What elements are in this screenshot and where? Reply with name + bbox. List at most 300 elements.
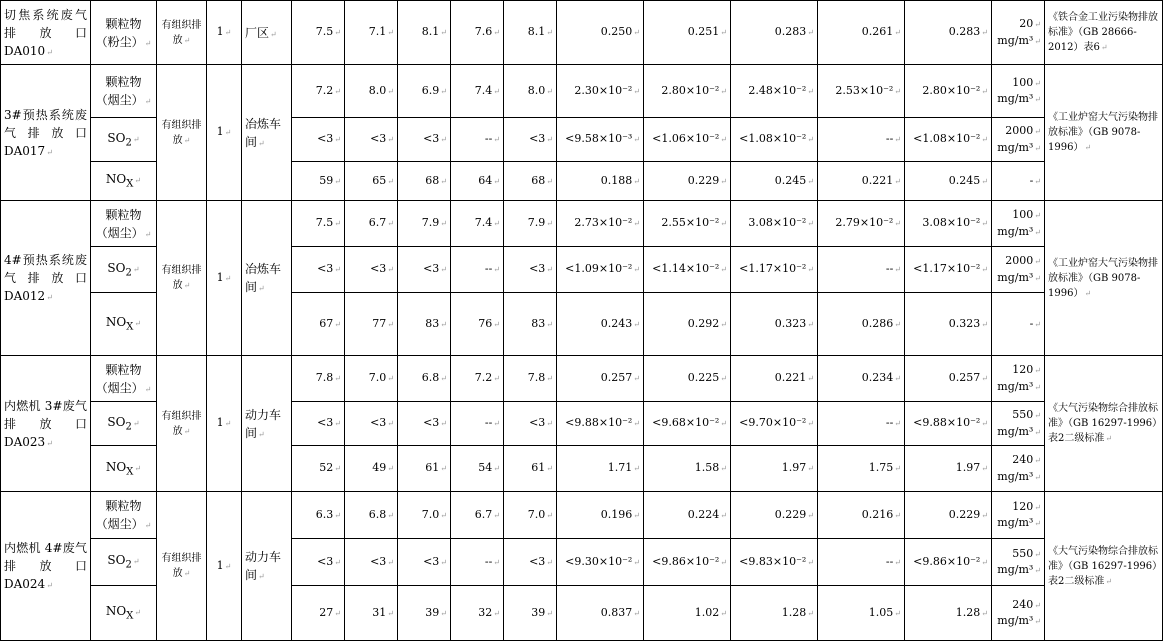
emission-rate-cell	[905, 402, 992, 446]
paragraph-mark: ↵	[387, 219, 394, 229]
limit-cell	[992, 293, 1045, 356]
emission-rate-cell	[731, 65, 818, 118]
cell-text: 7.0	[368, 371, 387, 385]
emission-rate-cell	[557, 1, 644, 65]
limit-value: -	[1029, 316, 1034, 330]
cell-text: 2.55×10⁻²	[661, 216, 720, 230]
cell-text: <9.86×10⁻²	[913, 554, 981, 568]
paragraph-mark: ↵	[981, 464, 988, 474]
emission-rate-cell	[644, 492, 731, 539]
paragraph-mark: ↵	[720, 28, 727, 38]
limit-value: -	[1029, 173, 1034, 187]
paragraph-mark: ↵	[493, 510, 500, 520]
paragraph-mark: ↵	[493, 86, 500, 96]
pollutant-cell	[91, 539, 157, 586]
limit-unit: mg/m³	[997, 33, 1034, 47]
emission-rate-cell	[557, 201, 644, 247]
emission-mode-cell	[157, 1, 207, 65]
cell-text: 有组织排放	[161, 119, 202, 146]
emission-rate-cell	[557, 293, 644, 356]
paragraph-mark: ↵	[807, 464, 814, 474]
cell-text: <3	[423, 416, 440, 430]
cell-text: <3	[423, 262, 440, 276]
paragraph-mark: ↵	[493, 265, 500, 275]
cell-text: 1.05	[868, 605, 894, 619]
emission-mode-cell	[157, 65, 207, 201]
paragraph-mark: ↵	[334, 419, 341, 429]
paragraph-mark: ↵	[144, 38, 152, 48]
paragraph-mark: ↵	[1034, 456, 1041, 465]
cell-text: 61	[425, 461, 440, 475]
cell-text: --	[484, 554, 493, 568]
paragraph-mark: ↵	[440, 510, 447, 520]
outlet-name-cell	[1, 356, 91, 492]
paragraph-mark: ↵	[493, 135, 500, 145]
limit-value: 550	[1012, 408, 1034, 421]
paragraph-mark: ↵	[493, 608, 500, 618]
cell-text: 1.71	[607, 461, 633, 475]
emission-rate-cell	[731, 118, 818, 162]
concentration-cell	[345, 65, 398, 118]
cell-text: 7.4	[474, 216, 493, 230]
pollutant-name: 颗粒物（烟尘）	[95, 75, 144, 107]
cell-text: <9.30×10⁻²	[565, 554, 633, 568]
cell-text: 6.8	[368, 507, 387, 521]
concentration-cell	[345, 539, 398, 586]
limit-unit: mg/m³	[997, 92, 1034, 105]
cell-text: 1	[216, 558, 224, 572]
paragraph-mark: ↵	[493, 419, 500, 429]
paragraph-mark: ↵	[546, 419, 553, 429]
limit-unit: mg/m³	[997, 140, 1034, 154]
cell-text: 31	[372, 605, 387, 619]
concentration-cell	[504, 293, 557, 356]
paragraph-mark: ↵	[807, 265, 814, 275]
emission-rate-cell	[905, 293, 992, 356]
cell-text: 1.75	[868, 461, 894, 475]
cell-text: 有组织排放	[161, 19, 202, 46]
limit-value: 240	[1012, 597, 1034, 611]
paragraph-mark: ↵	[334, 265, 341, 275]
paragraph-mark: ↵	[633, 86, 640, 96]
emission-rate-cell	[731, 201, 818, 247]
paragraph-mark: ↵	[546, 86, 553, 96]
paragraph-mark: ↵	[1034, 382, 1041, 392]
paragraph-mark: ↵	[807, 219, 814, 229]
paragraph-mark: ↵	[334, 219, 341, 229]
concentration-cell	[292, 201, 345, 247]
concentration-cell	[398, 293, 451, 356]
paragraph-mark: ↵	[546, 557, 553, 567]
emission-rate-cell	[905, 201, 992, 247]
cell-text: 《铁合金工业污染物排放标准》（GB 28666-2012）表6	[1048, 12, 1158, 53]
paragraph-mark: ↵	[334, 608, 341, 618]
cell-text: 有组织排放	[161, 265, 202, 291]
limit-value: 20	[1019, 17, 1034, 30]
paragraph-mark: ↵	[387, 28, 394, 38]
concentration-cell	[504, 539, 557, 586]
cell-text: 2.80×10⁻²	[922, 83, 981, 97]
emission-rate-cell	[905, 586, 992, 641]
limit-unit: mg/m³	[997, 614, 1034, 627]
cell-text: 0.243	[600, 316, 633, 330]
cell-text: 61	[531, 461, 546, 475]
outlet-count-cell	[207, 492, 242, 641]
emission-rate-cell	[731, 1, 818, 65]
outlet-count-cell	[207, 65, 242, 201]
cell-text: <3	[529, 416, 546, 430]
paragraph-mark: ↵	[132, 264, 140, 274]
pollutant-subscript: 2	[125, 137, 132, 149]
cell-text: 《大气污染物综合排放标准》（GB 16297-1996）表2二级标准	[1048, 545, 1158, 587]
cell-text: 2.79×10⁻²	[835, 216, 894, 230]
concentration-cell	[398, 1, 451, 65]
cell-text: 《大气污染物综合排放标准》（GB 16297-1996）表2二级标准	[1048, 403, 1158, 444]
paragraph-mark: ↵	[720, 419, 727, 429]
cell-text: 59	[319, 173, 334, 187]
cell-text: 67	[319, 316, 334, 330]
concentration-cell	[504, 402, 557, 446]
paragraph-mark: ↵	[493, 28, 500, 38]
paragraph-mark: ↵	[258, 429, 265, 439]
paragraph-mark: ↵	[183, 281, 191, 290]
paragraph-mark: ↵	[981, 86, 988, 96]
standard-cell	[1045, 492, 1163, 641]
paragraph-mark: ↵	[720, 219, 727, 229]
paragraph-mark: ↵	[807, 86, 814, 96]
cell-text: 0.257	[948, 371, 981, 385]
concentration-cell	[451, 356, 504, 402]
paragraph-mark: ↵	[440, 135, 447, 145]
cell-text: <9.70×10⁻²	[739, 416, 807, 430]
pollutant-name: NO	[105, 315, 127, 330]
outlet-name-cell	[1, 1, 91, 65]
concentration-cell	[345, 1, 398, 65]
paragraph-mark: ↵	[493, 319, 500, 329]
cell-text: <9.88×10⁻²	[565, 416, 633, 430]
cell-text: 3#预热系统废气排放口DA017	[4, 107, 87, 158]
emission-rate-cell	[731, 586, 818, 641]
paragraph-mark: ↵	[720, 557, 727, 567]
paragraph-mark: ↵	[46, 293, 53, 302]
limit-value: 120	[1012, 363, 1034, 376]
emission-rate-cell	[905, 162, 992, 201]
cell-text: --	[885, 416, 894, 430]
cell-text: 3.08×10⁻²	[922, 216, 981, 230]
emission-rate-cell	[644, 247, 731, 293]
cell-text: 7.8	[527, 371, 546, 385]
cell-text: 1	[216, 125, 224, 139]
cell-text: <3	[370, 416, 387, 430]
paragraph-mark: ↵	[720, 608, 727, 618]
cell-text: <3	[529, 262, 546, 276]
paragraph-mark: ↵	[807, 419, 814, 429]
cell-text: 0.196	[600, 507, 633, 521]
concentration-cell	[292, 1, 345, 65]
cell-text: 0.261	[861, 25, 894, 39]
cell-text: 7.6	[474, 25, 493, 39]
concentration-cell	[292, 446, 345, 492]
cell-text: 6.3	[315, 507, 334, 521]
concentration-cell	[292, 247, 345, 293]
limit-cell	[992, 586, 1045, 641]
paragraph-mark: ↵	[720, 176, 727, 186]
paragraph-mark: ↵	[132, 418, 140, 428]
emission-rate-cell	[905, 247, 992, 293]
cell-text: 0.286	[861, 316, 894, 330]
limit-cell	[992, 492, 1045, 539]
paragraph-mark: ↵	[1034, 502, 1041, 512]
paragraph-mark: ↵	[546, 135, 553, 145]
paragraph-mark: ↵	[1034, 36, 1041, 46]
paragraph-mark: ↵	[981, 374, 988, 384]
paragraph-mark: ↵	[633, 464, 640, 474]
paragraph-mark: ↵	[1100, 43, 1108, 52]
emission-rate-cell	[818, 586, 905, 641]
concentration-cell	[292, 118, 345, 162]
emission-rate-cell	[644, 356, 731, 402]
paragraph-mark: ↵	[224, 28, 232, 38]
location-cell	[242, 65, 292, 201]
emission-rate-cell	[644, 201, 731, 247]
cell-text: 0.188	[600, 173, 633, 187]
concentration-cell	[292, 65, 345, 118]
paragraph-mark: ↵	[1034, 211, 1041, 220]
emission-rate-cell	[644, 1, 731, 65]
concentration-cell	[451, 247, 504, 293]
cell-text: 0.292	[687, 316, 720, 330]
paragraph-mark: ↵	[387, 86, 394, 96]
cell-text: 1	[216, 25, 224, 39]
paragraph-mark: ↵	[894, 419, 901, 429]
limit-cell	[992, 162, 1045, 201]
limit-cell	[992, 402, 1045, 446]
cell-text: 7.8	[315, 371, 334, 385]
outlet-count-cell	[207, 201, 242, 356]
cell-text: 8.1	[421, 25, 440, 39]
paragraph-mark: ↵	[1105, 576, 1113, 586]
emission-rate-cell	[557, 162, 644, 201]
paragraph-mark: ↵	[546, 28, 553, 38]
cell-text: 0.323	[774, 316, 807, 330]
pollutant-cell	[91, 65, 157, 118]
paragraph-mark: ↵	[1034, 427, 1041, 437]
paragraph-mark: ↵	[1034, 411, 1041, 420]
paragraph-mark: ↵	[334, 86, 341, 96]
cell-text: <3	[317, 416, 334, 430]
concentration-cell	[451, 293, 504, 356]
cell-text: --	[484, 132, 493, 146]
pollutant-name: SO	[107, 553, 126, 568]
cell-text: 6.7	[368, 216, 387, 230]
table-row	[1, 492, 1163, 539]
pollutant-name: NO	[105, 459, 127, 474]
concentration-cell	[398, 247, 451, 293]
emission-mode-cell	[157, 492, 207, 641]
emission-rate-cell	[818, 492, 905, 539]
pollutant-subscript: X	[126, 178, 134, 190]
paragraph-mark: ↵	[493, 219, 500, 229]
cell-text: --	[885, 554, 894, 568]
emission-rate-cell	[557, 586, 644, 641]
emission-rate-cell	[905, 356, 992, 402]
cell-text: <9.68×10⁻²	[652, 416, 720, 430]
cell-text: <3	[423, 132, 440, 146]
pollutant-subscript: X	[126, 321, 134, 333]
paragraph-mark: ↵	[334, 319, 341, 329]
cell-text: 27	[319, 605, 334, 619]
cell-text: 2.73×10⁻²	[574, 216, 633, 230]
paragraph-mark: ↵	[894, 28, 901, 38]
paragraph-mark: ↵	[1034, 600, 1041, 610]
cell-text: <3	[370, 132, 387, 146]
paragraph-mark: ↵	[1034, 366, 1041, 375]
pollutant-name: 颗粒物（烟尘）	[95, 207, 144, 240]
paragraph-mark: ↵	[132, 557, 140, 567]
paragraph-mark: ↵	[981, 219, 988, 229]
pollutant-cell	[91, 201, 157, 247]
paragraph-mark: ↵	[981, 319, 988, 329]
cell-text: 2.53×10⁻²	[835, 83, 894, 97]
outlet-count-cell	[207, 1, 242, 65]
cell-text: 8.0	[527, 83, 546, 97]
cell-text: 7.9	[527, 216, 546, 230]
emission-rate-cell	[557, 539, 644, 586]
paragraph-mark: ↵	[1034, 176, 1041, 186]
concentration-cell	[504, 492, 557, 539]
emission-rate-cell	[905, 1, 992, 65]
table-row	[1, 65, 1163, 118]
cell-text: <3	[370, 262, 387, 276]
outlet-name-cell	[1, 201, 91, 356]
emission-rate-cell	[731, 162, 818, 201]
paragraph-mark: ↵	[720, 319, 727, 329]
location-cell	[242, 1, 292, 65]
cell-text: <3	[529, 132, 546, 146]
paragraph-mark: ↵	[334, 557, 341, 567]
cell-text: 切焦系统废气排放口DA010	[4, 7, 87, 58]
paragraph-mark: ↵	[894, 319, 901, 329]
cell-text: <3	[423, 554, 440, 568]
concentration-cell	[504, 247, 557, 293]
paragraph-mark: ↵	[440, 608, 447, 618]
concentration-cell	[398, 586, 451, 641]
concentration-cell	[398, 162, 451, 201]
pollutant-name: SO	[107, 130, 126, 145]
paragraph-mark: ↵	[633, 510, 640, 520]
paragraph-mark: ↵	[258, 138, 265, 148]
cell-text: 2.80×10⁻²	[661, 83, 720, 97]
emission-rate-cell	[644, 65, 731, 118]
paragraph-mark: ↵	[546, 219, 553, 229]
paragraph-mark: ↵	[981, 510, 988, 520]
pollutant-subscript: 2	[125, 421, 132, 433]
paragraph-mark: ↵	[546, 265, 553, 275]
paragraph-mark: ↵	[633, 265, 640, 275]
cell-text: 0.245	[948, 173, 981, 187]
emission-rate-cell	[644, 446, 731, 492]
emission-rate-cell	[644, 402, 731, 446]
concentration-cell	[451, 118, 504, 162]
paragraph-mark: ↵	[387, 557, 394, 567]
paragraph-mark: ↵	[894, 374, 901, 384]
emission-rate-cell	[818, 356, 905, 402]
limit-unit: mg/m³	[997, 270, 1034, 284]
cell-text: 1.28	[781, 605, 807, 619]
standard-cell	[1045, 201, 1163, 356]
pollutant-cell	[91, 402, 157, 446]
pollutant-name: NO	[105, 172, 127, 187]
cell-text: --	[885, 132, 894, 146]
cell-text: 1.97	[955, 461, 981, 475]
paragraph-mark: ↵	[1034, 257, 1041, 266]
table-body	[1, 1, 1163, 641]
cell-text: 8.1	[527, 25, 546, 39]
concentration-cell	[504, 118, 557, 162]
paragraph-mark: ↵	[807, 135, 814, 145]
paragraph-mark: ↵	[334, 374, 341, 384]
pollutant-subscript: 2	[125, 559, 132, 571]
paragraph-mark: ↵	[1034, 319, 1041, 329]
standard-cell	[1045, 1, 1163, 65]
emission-rate-cell	[818, 446, 905, 492]
location-cell	[242, 356, 292, 492]
emission-rate-cell	[557, 446, 644, 492]
concentration-cell	[345, 247, 398, 293]
emission-rate-cell	[644, 162, 731, 201]
standard-cell	[1045, 65, 1163, 201]
concentration-cell	[345, 162, 398, 201]
emission-rate-cell	[644, 118, 731, 162]
concentration-cell	[451, 492, 504, 539]
concentration-cell	[451, 1, 504, 65]
paragraph-mark: ↵	[1105, 434, 1113, 443]
paragraph-mark: ↵	[894, 608, 901, 618]
paragraph-mark: ↵	[546, 510, 553, 520]
cell-text: --	[885, 262, 894, 276]
outlet-name-cell	[1, 65, 91, 201]
emission-rate-cell	[905, 446, 992, 492]
cell-text: 49	[372, 461, 387, 475]
concentration-cell	[451, 402, 504, 446]
limit-unit: mg/m³	[997, 563, 1034, 576]
cell-text: <1.08×10⁻²	[913, 132, 981, 146]
cell-text: 7.2	[315, 83, 334, 97]
table-row	[1, 1, 1163, 65]
paragraph-mark: ↵	[1034, 227, 1041, 237]
pollutant-name: SO	[107, 414, 126, 429]
paragraph-mark: ↵	[387, 135, 394, 145]
pollutant-subscript: X	[126, 466, 134, 478]
cell-text: 0.229	[948, 507, 981, 521]
cell-text: 2.30×10⁻²	[574, 83, 633, 97]
cell-text: <1.17×10⁻²	[739, 262, 807, 276]
concentration-cell	[451, 162, 504, 201]
emission-rate-cell	[818, 402, 905, 446]
paragraph-mark: ↵	[1034, 519, 1041, 528]
pollutant-cell	[91, 446, 157, 492]
paragraph-mark: ↵	[807, 608, 814, 618]
limit-cell	[992, 1, 1045, 65]
paragraph-mark: ↵	[493, 374, 500, 384]
concentration-cell	[398, 492, 451, 539]
cell-text: 6.9	[421, 83, 440, 97]
cell-text: 6.8	[421, 371, 440, 385]
paragraph-mark: ↵	[1034, 617, 1041, 626]
concentration-cell	[398, 446, 451, 492]
limit-value: 550	[1012, 546, 1034, 560]
concentration-cell	[345, 446, 398, 492]
